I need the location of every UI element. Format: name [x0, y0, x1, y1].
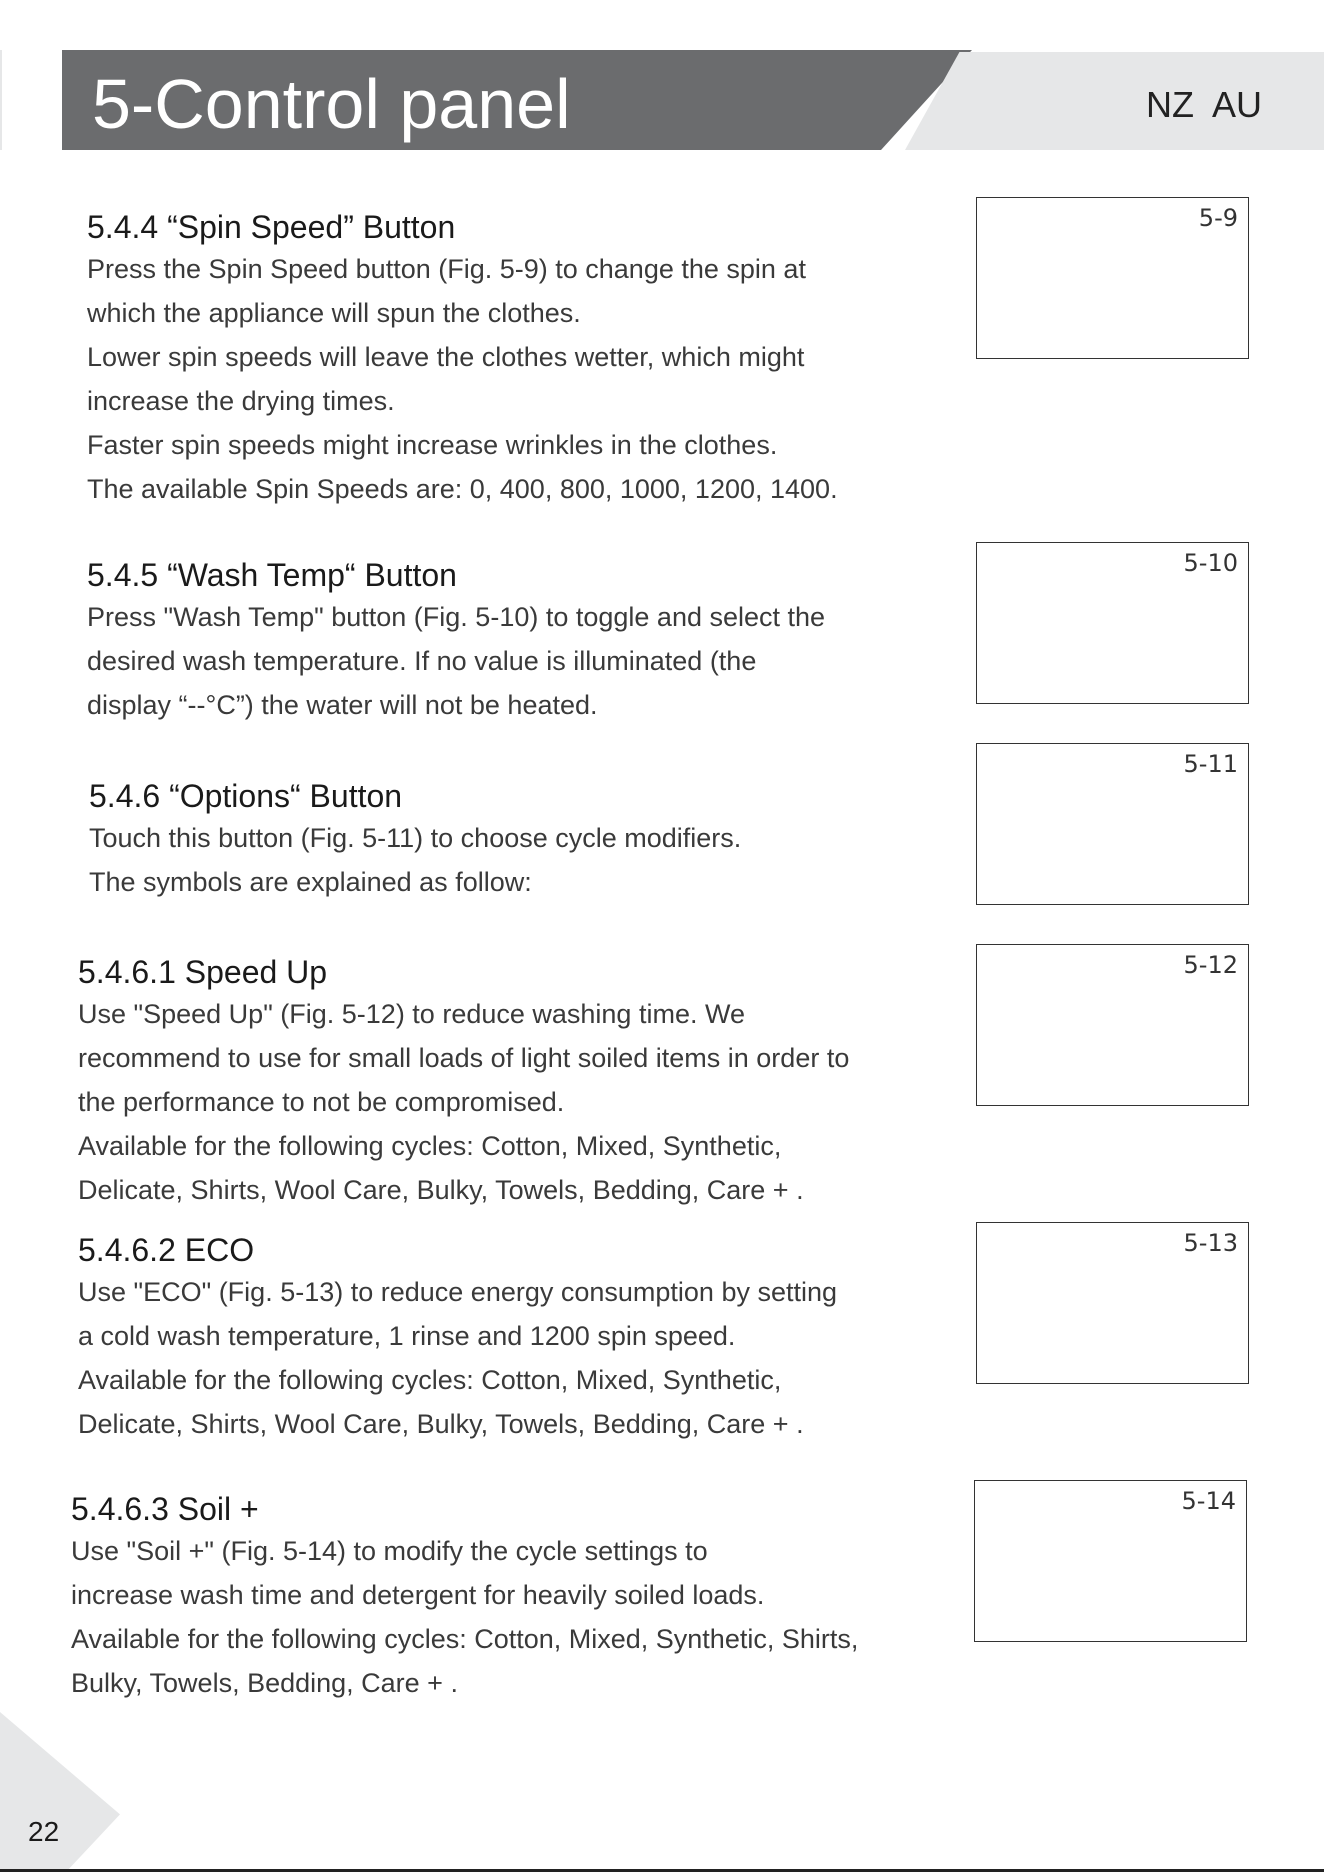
section-spin-speed — [87, 207, 838, 511]
text-line: Available for the following cycles: Cotton, Mixed, Synthetic, — [78, 1131, 782, 1161]
text-line: Delicate, Shirts, Wool Care, Bulky, Towels, Bedding, Care + . — [78, 1175, 804, 1205]
text-line: Bulky, Towels, Bedding, Care + . — [71, 1668, 458, 1698]
figure-label: 5-12 — [1183, 951, 1238, 979]
figure-box — [976, 743, 1249, 905]
section-speed-up — [78, 952, 849, 1212]
section-wash-temp — [87, 555, 825, 727]
region-label: NZ AU — [1146, 84, 1263, 125]
section-heading: 5.4.6 “Options“ Button — [89, 778, 403, 814]
text-line: desired wash temperature. If no value is illuminated (the — [87, 646, 757, 676]
text-line: which the appliance will spun the clothes. — [87, 298, 581, 328]
figure-box — [976, 944, 1249, 1106]
section-heading: 5.4.4 “Spin Speed” Button — [87, 209, 456, 245]
text-line: The symbols are explained as follow: — [89, 867, 532, 897]
figure-label: 5-10 — [1183, 549, 1238, 577]
figure-label: 5-13 — [1183, 1229, 1238, 1257]
corner-decoration — [0, 1712, 120, 1872]
figure-box — [976, 1222, 1249, 1384]
figure-box — [974, 1480, 1247, 1642]
text-line: display “--°C”) the water will not be heated. — [87, 690, 598, 720]
text-line: the performance to not be compromised. — [78, 1087, 565, 1117]
section-heading: 5.4.5 “Wash Temp“ Button — [87, 557, 457, 593]
figure-box — [976, 542, 1249, 704]
text-line: increase wash time and detergent for heavily soiled loads. — [71, 1580, 765, 1610]
section-heading: 5.4.6.3 Soil + — [71, 1491, 259, 1527]
text-line: Available for the following cycles: Cotton, Mixed, Synthetic, — [78, 1365, 782, 1395]
figure-box — [976, 197, 1249, 359]
section-heading: 5.4.6.2 ECO — [78, 1232, 255, 1268]
text-line: a cold wash temperature, 1 rinse and 1200 spin speed. — [78, 1321, 736, 1351]
text-line: Press the Spin Speed button (Fig. 5-9) to change the spin at — [87, 254, 806, 284]
text-line: Use "Soil +" (Fig. 5-14) to modify the cycle settings to — [71, 1536, 708, 1566]
edge-mark — [0, 50, 2, 150]
text-line: The available Spin Speeds are: 0, 400, 800, 1000, 1200, 1400. — [87, 474, 838, 504]
section-soil-plus — [71, 1489, 858, 1705]
text-line: Touch this button (Fig. 5-11) to choose cycle modifiers. — [89, 823, 742, 853]
figure-label: 5-11 — [1183, 750, 1238, 778]
section-options — [89, 776, 741, 904]
text-line: Press "Wash Temp" button (Fig. 5-10) to toggle and select the — [87, 602, 826, 632]
text-line: Delicate, Shirts, Wool Care, Bulky, Towels, Bedding, Care + . — [78, 1409, 804, 1439]
figure-label: 5-9 — [1198, 204, 1238, 232]
text-line: increase the drying times. — [87, 386, 395, 416]
text-line: Faster spin speeds might increase wrinkles in the clothes. — [87, 430, 778, 460]
text-line: recommend to use for small loads of light soiled items in order to — [78, 1043, 850, 1073]
section-heading: 5.4.6.1 Speed Up — [78, 954, 328, 990]
text-line: Use "Speed Up" (Fig. 5-12) to reduce washing time. We — [78, 999, 745, 1029]
text-line: Use "ECO" (Fig. 5-13) to reduce energy consumption by setting — [78, 1277, 838, 1307]
section-eco — [78, 1230, 837, 1446]
figure-label: 5-14 — [1181, 1487, 1236, 1515]
text-line: Lower spin speeds will leave the clothes wetter, which might — [87, 342, 805, 372]
text-line: Available for the following cycles: Cotton, Mixed, Synthetic, Shirts, — [71, 1624, 859, 1654]
page-title: 5-Control panel — [92, 65, 571, 143]
page-number: 22 — [28, 1816, 60, 1847]
